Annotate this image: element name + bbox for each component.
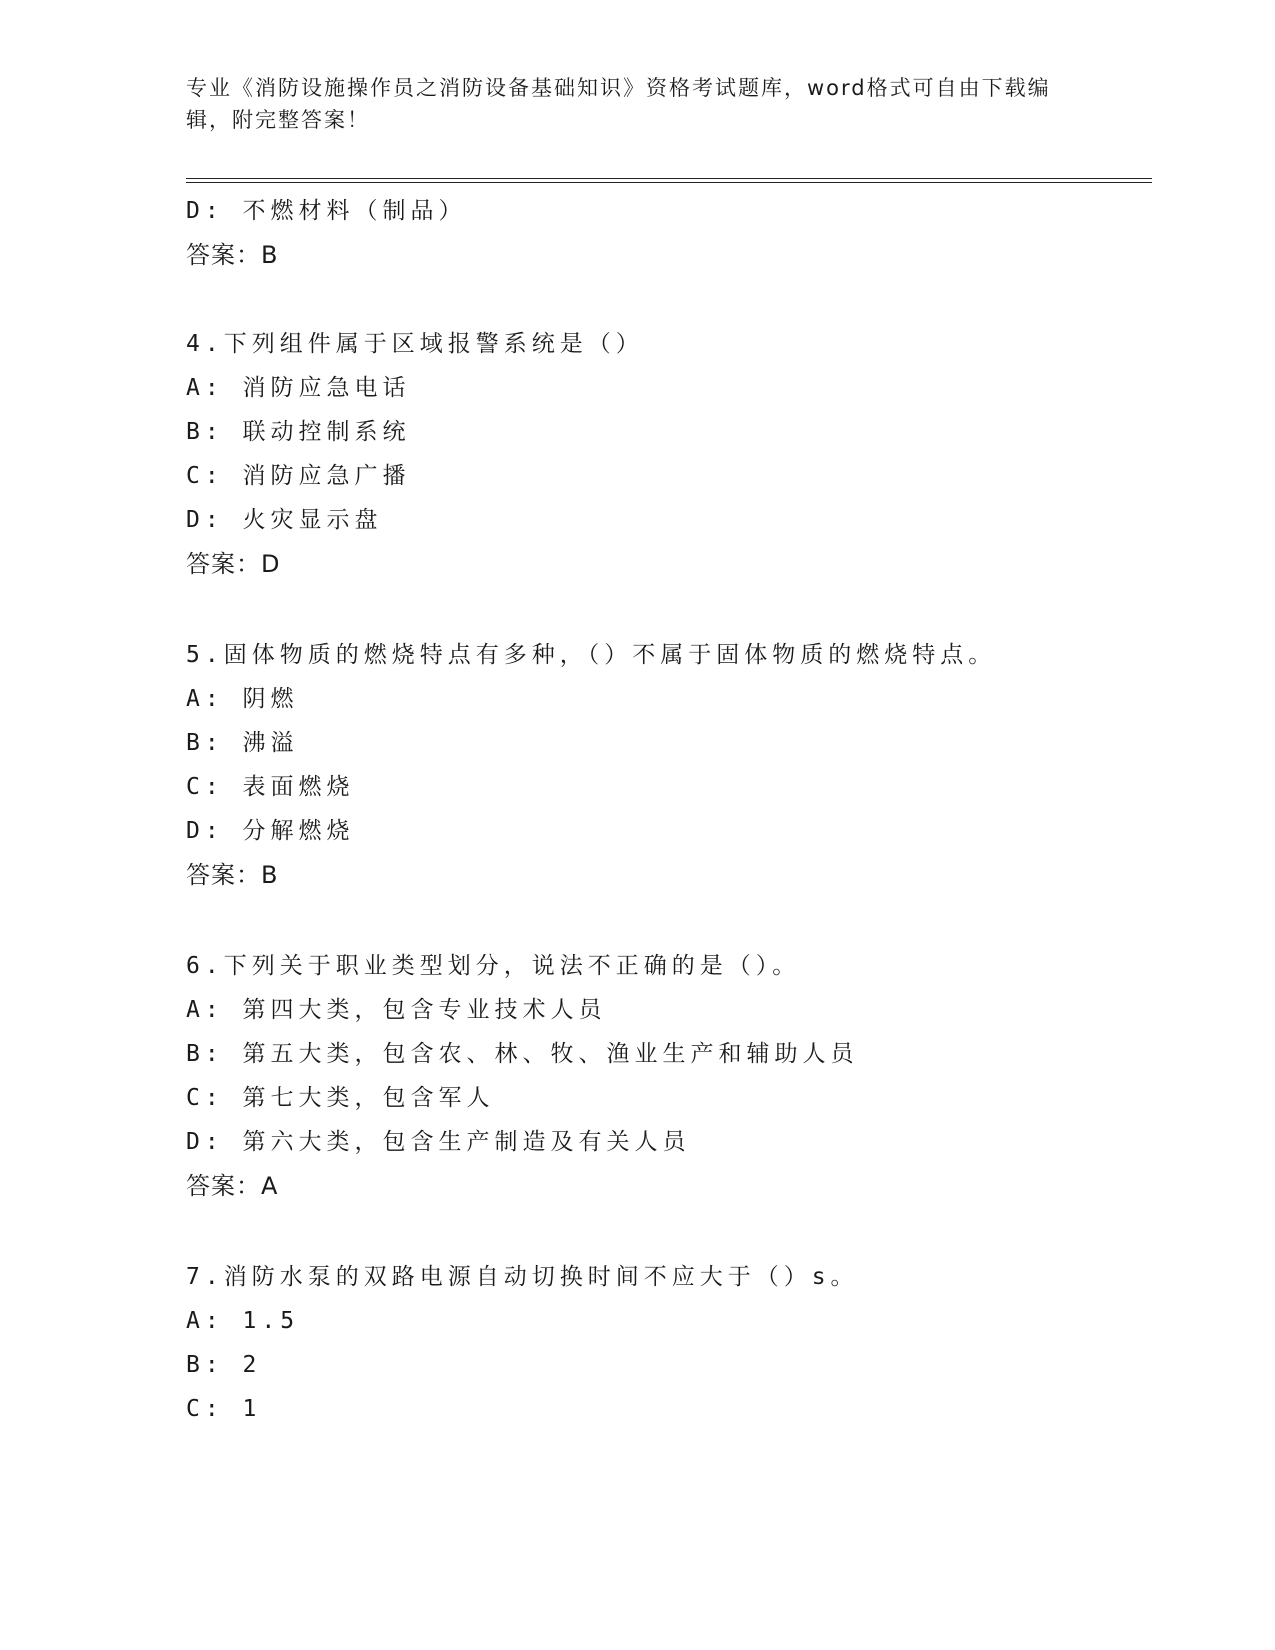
q4-option-d: D: 火灾显示盘: [186, 507, 383, 533]
q6-option-b: B: 第五大类，包含农、林、牧、渔业生产和辅助人员: [186, 1041, 859, 1067]
q6-option-a: A: 第四大类，包含专业技术人员: [186, 997, 607, 1023]
q5-option-a: A: 阴燃: [186, 686, 299, 712]
q4-option-a: A: 消防应急电话: [186, 375, 411, 401]
q3-answer: 答案：B: [186, 241, 279, 269]
header-divider-top: [186, 178, 1152, 179]
q5-option-b: B: 沸溢: [186, 730, 299, 756]
q5-option-c: C: 表面燃烧: [186, 774, 355, 800]
q6-option-d: D: 第六大类，包含生产制造及有关人员: [186, 1129, 691, 1155]
q6-option-c: C: 第七大类，包含军人: [186, 1085, 495, 1111]
q5-stem: 5.固体物质的燃烧特点有多种，（）不属于固体物质的燃烧特点。: [186, 642, 997, 668]
q7-option-c: C: 1: [186, 1396, 262, 1422]
q3-option-d: D: 不燃材料（制品）: [186, 198, 467, 224]
q7-option-a: A: 1.5: [186, 1308, 300, 1334]
q4-option-b: B: 联动控制系统: [186, 419, 411, 445]
q5-answer: 答案：B: [186, 861, 279, 889]
header-divider-bottom: [186, 182, 1152, 183]
q4-stem: 4.下列组件属于区域报警系统是（）: [186, 331, 644, 357]
q6-stem: 6.下列关于职业类型划分，说法不正确的是（）。: [186, 953, 801, 979]
document-header: 专业《消防设施操作员之消防设备基础知识》资格考试题库，word格式可自由下载编辑，附完整答案！: [186, 76, 1051, 132]
q7-option-b: B: 2: [186, 1352, 262, 1378]
q6-answer: 答案：A: [186, 1172, 279, 1200]
q7-stem: 7.消防水泵的双路电源自动切换时间不应大于（）s。: [186, 1264, 859, 1290]
q4-answer: 答案：D: [186, 550, 281, 578]
q4-option-c: C: 消防应急广播: [186, 463, 411, 489]
q5-option-d: D: 分解燃烧: [186, 818, 355, 844]
